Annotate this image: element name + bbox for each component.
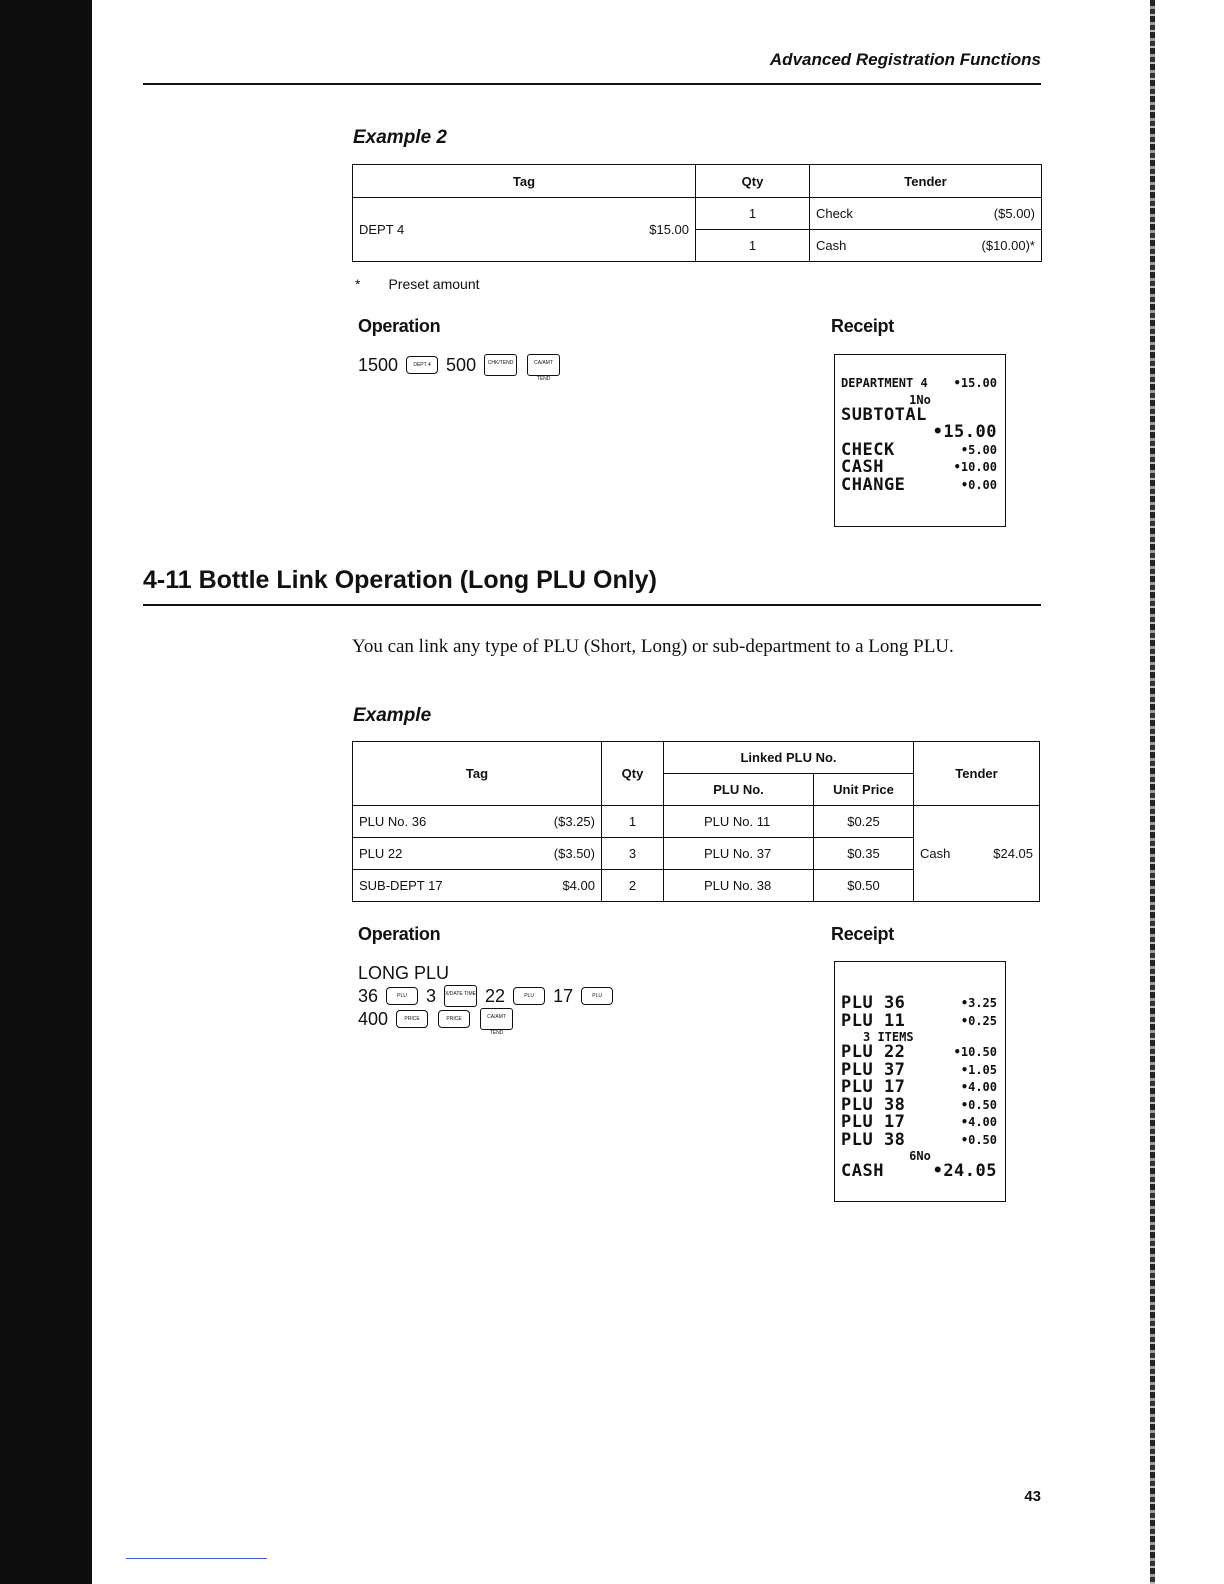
header-rule <box>143 83 1041 85</box>
tag-label: DEPT 4 <box>359 222 405 237</box>
receipt-line <box>835 995 1005 1013</box>
running-header: Advanced Registration Functions <box>769 50 1041 69</box>
receipt-line <box>835 1129 1005 1150</box>
receipt-label: CASH <box>841 457 884 477</box>
example2-table <box>352 164 1042 262</box>
tag-amount: ($3.50) <box>553 846 595 861</box>
plu-cell: PLU No. 37 <box>664 838 814 870</box>
receipt-label: PLU 17 <box>841 1112 906 1132</box>
col-qty-header: Qty <box>602 742 664 806</box>
receipt-amount: •0.25 <box>960 1013 997 1028</box>
receipt-label: DEPARTMENT 4 <box>841 376 928 390</box>
operation-line-2 <box>358 985 615 1007</box>
receipt-amount: •4.00 <box>960 1080 997 1094</box>
price-cell: $0.35 <box>814 838 914 870</box>
tender-type: Cash <box>920 846 951 861</box>
receipt-amount: •0.00 <box>960 477 997 492</box>
section-body: You can link any type of PLU (Short, Long) or sub-department to a Long PLU. <box>352 636 954 657</box>
receipt-qty: 1No <box>909 392 931 407</box>
operation-label: Operation <box>358 924 441 944</box>
receipt-amount: •10.00 <box>953 460 997 474</box>
col-unit-price-header: Unit Price <box>814 774 914 806</box>
receipt-label: SUBTOTAL <box>841 404 927 425</box>
operation-line-1: LONG PLU <box>358 963 450 983</box>
tender-cell <box>810 198 1042 230</box>
receipt-label: PLU 17 <box>841 1077 906 1097</box>
qty-cell: 1 <box>602 806 664 838</box>
op-number: 1500 <box>358 354 399 375</box>
op-number: 400 <box>358 1008 389 1029</box>
tag-cell <box>353 198 696 262</box>
cash-amt-tend-key: CA/AMT TEND <box>527 354 560 376</box>
receipt-label: PLU 22 <box>841 1042 906 1062</box>
receipt-count: 6No <box>909 1149 931 1163</box>
receipt-amount: •1.05 <box>960 1062 997 1077</box>
receipt-amount: •10.50 <box>953 1045 997 1059</box>
receipt-amount: •15.00 <box>932 422 997 442</box>
section-heading: 4-11 Bottle Link Operation (Long PLU Only) <box>143 566 657 594</box>
operation-sequence <box>358 354 562 382</box>
op-number: 22 <box>485 985 506 1006</box>
price-key: PRICE <box>396 1010 428 1028</box>
receipt-amount: •0.50 <box>960 1132 997 1147</box>
tender-type: Cash <box>816 238 847 253</box>
receipt-label: PLU 36 <box>841 993 906 1013</box>
receipt-label: PLU 38 <box>841 1094 906 1115</box>
receipt-label: CHANGE <box>841 474 906 495</box>
price-key: PRICE <box>438 1010 470 1028</box>
tag-amount: $4.00 <box>562 878 595 893</box>
receipt-line <box>835 474 1005 495</box>
operation-line-3 <box>358 1008 515 1036</box>
tag-label: PLU No. 36 <box>359 814 427 829</box>
receipt-1 <box>834 354 1006 527</box>
col-tender-header: Tender <box>810 165 1042 198</box>
receipt-line <box>835 1010 1005 1031</box>
tender-type: Check <box>816 206 853 221</box>
receipt-amount: •3.25 <box>960 996 997 1010</box>
col-plu-no-header: PLU No. <box>664 774 814 806</box>
receipt-line <box>835 1114 1005 1132</box>
tender-cell <box>914 806 1040 902</box>
scan-left-border <box>0 0 92 1584</box>
receipt-amount: •24.05 <box>932 1161 997 1181</box>
receipt-amount: •15.00 <box>953 376 997 390</box>
plu-cell: PLU No. 11 <box>664 806 814 838</box>
receipt-2 <box>834 961 1006 1202</box>
qty-cell: 3 <box>602 838 664 870</box>
op-number: 36 <box>358 985 379 1006</box>
page-number: 43 <box>1024 1488 1041 1505</box>
dept-key: DEPT 4 <box>406 356 438 374</box>
col-tender-header: Tender <box>914 742 1040 806</box>
receipt-items: 3 ITEMS <box>863 1030 914 1044</box>
note-marker: * <box>355 276 361 292</box>
footer-link-line <box>126 1558 267 1559</box>
col-linked-header: Linked PLU No. <box>664 742 914 774</box>
receipt-line <box>835 375 1005 393</box>
plu-key: PLU <box>386 987 418 1005</box>
receipt-amount: •5.00 <box>960 442 997 457</box>
qty-cell: 2 <box>602 870 664 902</box>
multiply-date-time-key: X/DATE TIME <box>444 985 477 1007</box>
tag-cell <box>353 838 602 870</box>
col-qty-header: Qty <box>696 165 810 198</box>
plu-cell: PLU No. 38 <box>664 870 814 902</box>
tag-label: SUB-DEPT 17 <box>359 878 443 893</box>
cash-amt-tend-key: CA/AMT TEND <box>480 1008 513 1030</box>
tender-amount: ($5.00) <box>993 206 1035 221</box>
tender-amount: ($10.00)* <box>981 238 1035 253</box>
receipt-line <box>835 424 1005 442</box>
plu-key: PLU <box>581 987 613 1005</box>
receipt-line <box>835 1163 1005 1181</box>
scan-right-edge <box>1150 0 1155 1584</box>
tag-cell <box>353 806 602 838</box>
tag-label: PLU 22 <box>359 846 403 861</box>
receipt-line <box>835 1044 1005 1062</box>
receipt-amount: •4.00 <box>960 1115 997 1129</box>
receipt-line <box>835 1079 1005 1097</box>
tender-cell <box>810 230 1042 262</box>
plu-key: PLU <box>513 987 545 1005</box>
tag-amount: ($3.25) <box>553 814 595 829</box>
section-rule <box>143 604 1041 606</box>
receipt-label: CASH <box>841 1161 884 1181</box>
op-number: 500 <box>446 354 477 375</box>
operation-label: Operation <box>358 316 441 336</box>
tag-amount: $15.00 <box>649 222 689 237</box>
receipt-label: PLU 38 <box>841 1129 906 1150</box>
col-tag-header: Tag <box>353 165 696 198</box>
qty-cell: 1 <box>696 198 810 230</box>
receipt-line <box>835 459 1005 477</box>
receipt-label: Receipt <box>831 316 894 336</box>
receipt-label: PLU 11 <box>841 1010 906 1031</box>
tag-cell <box>353 870 602 902</box>
receipt-amount: •0.50 <box>960 1097 997 1112</box>
example2-title: Example 2 <box>353 127 447 148</box>
preset-note <box>355 276 480 292</box>
example-title: Example <box>353 705 432 726</box>
col-tag-header: Tag <box>353 742 602 806</box>
tender-amount: $24.05 <box>993 846 1033 861</box>
price-cell: $0.50 <box>814 870 914 902</box>
op-number: 17 <box>553 985 574 1006</box>
note-text: Preset amount <box>388 276 480 292</box>
check-tend-key: CHK/TEND <box>484 354 517 376</box>
price-cell: $0.25 <box>814 806 914 838</box>
receipt-label: CHECK <box>841 439 895 460</box>
example-table <box>352 741 1040 902</box>
receipt-label: Receipt <box>831 924 894 944</box>
receipt-label: PLU 37 <box>841 1059 906 1080</box>
op-number: 3 <box>426 985 437 1006</box>
qty-cell: 1 <box>696 230 810 262</box>
